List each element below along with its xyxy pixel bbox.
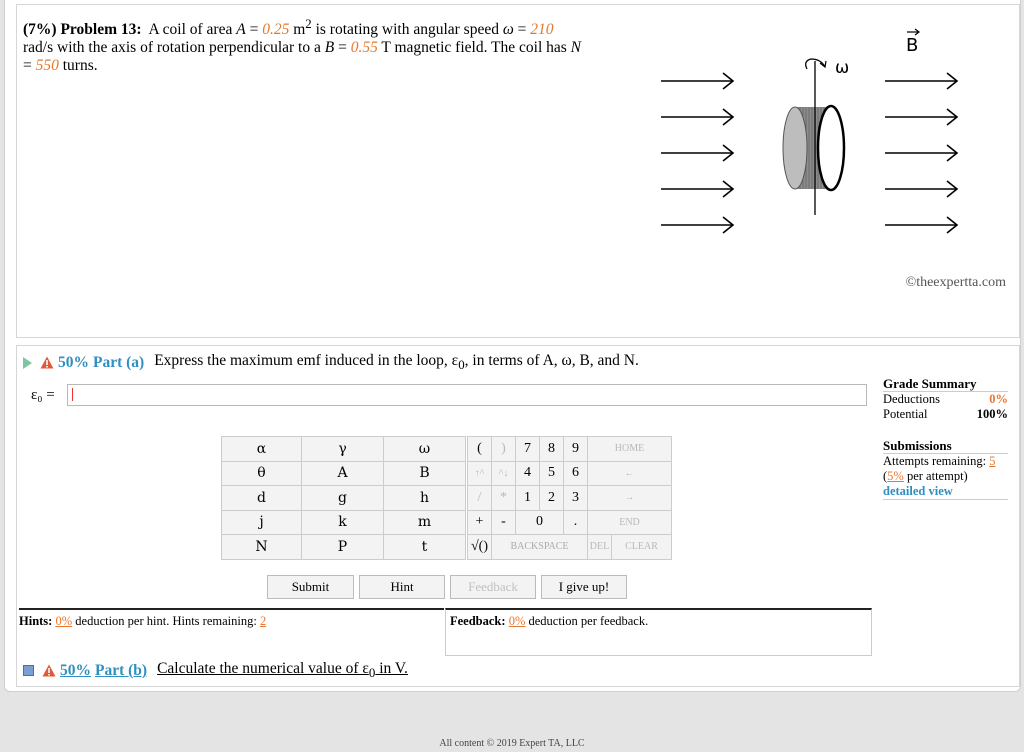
part-a-percent: 50%	[58, 353, 89, 371]
per-attempt-pct: 5%	[887, 469, 904, 483]
field-arrows-left	[661, 73, 733, 233]
var-a: A	[236, 21, 246, 39]
submit-button[interactable]: Submit	[267, 575, 354, 599]
feedback-button[interactable]: Feedback	[450, 575, 536, 599]
key-backspace[interactable]: BACKSPACE	[491, 534, 588, 560]
action-buttons	[267, 575, 627, 599]
potential-row	[883, 407, 1008, 422]
feedback-text: deduction per feedback.	[525, 614, 649, 628]
symbol-key[interactable]: A	[302, 462, 384, 487]
key-close-paren[interactable]: )	[491, 436, 516, 462]
part-a-text: Express the maximum emf induced in the loop, ε	[154, 352, 459, 369]
warning-icon	[40, 356, 54, 369]
eq-1: =	[245, 21, 263, 39]
grade-summary-title: Grade Summary	[883, 376, 1008, 392]
watermark: ©theexpertta.com	[905, 275, 1006, 290]
answer-row	[31, 384, 867, 406]
symbol-key[interactable]: t	[384, 535, 466, 560]
problem-text-3: rad/s with the axis of rotation perpendicular to a	[23, 39, 325, 57]
problem-text-2: is rotating with angular speed	[311, 21, 503, 39]
symbol-key[interactable]: ω	[384, 437, 466, 462]
give-up-button[interactable]: I give up!	[541, 575, 627, 599]
eq-3: =	[334, 39, 351, 57]
part-a-label: Part (a)	[93, 353, 145, 371]
key-clear[interactable]: CLEAR	[611, 534, 672, 560]
part-b-question	[157, 660, 408, 681]
calculator-keypad	[467, 436, 671, 559]
key-dot[interactable]: .	[563, 510, 588, 536]
hint-button[interactable]: Hint	[359, 575, 445, 599]
eq-2: =	[513, 21, 531, 39]
var-n: N	[570, 39, 582, 57]
b-field-label: B	[906, 35, 919, 56]
key-up[interactable]: ↑^	[467, 461, 492, 487]
symbol-key[interactable]: m	[384, 511, 466, 536]
key-home[interactable]: HOME	[587, 436, 672, 462]
key-4[interactable]: 4	[515, 461, 540, 487]
attempts-remaining	[883, 454, 1008, 469]
per-attempt-open: (	[883, 469, 888, 483]
area-value: 0.25	[262, 21, 290, 39]
symbol-key[interactable]: P	[302, 535, 384, 560]
per-attempt	[883, 469, 1008, 484]
key-2[interactable]: 2	[539, 485, 564, 511]
problem-text	[23, 15, 623, 75]
potential-label: Potential	[883, 407, 928, 421]
key-plus[interactable]: +	[467, 510, 492, 536]
expand-arrow-icon[interactable]	[23, 357, 32, 369]
deductions-label: Deductions	[883, 392, 940, 406]
key-divide[interactable]: /	[467, 485, 492, 511]
part-b-percent: 50%	[60, 661, 91, 679]
symbol-key[interactable]: B	[384, 462, 466, 487]
part-b-text: Calculate the numerical value of ε	[157, 660, 369, 677]
key-open-paren[interactable]: (	[467, 436, 492, 462]
feedback-pct: 0%	[508, 614, 526, 628]
hints-text: deduction per hint. Hints remaining:	[72, 614, 257, 628]
attempts-label: Attempts remaining:	[883, 454, 987, 468]
part-b-text-end: in V.	[375, 660, 408, 677]
hints-label: Hints:	[19, 614, 53, 628]
answer-input[interactable]	[67, 384, 867, 406]
hints-pct: 0%	[55, 614, 73, 628]
footer-copyright: All content © 2019 Expert TA, LLC	[439, 738, 585, 749]
per-attempt-text: per attempt)	[906, 469, 968, 483]
key-6[interactable]: 6	[563, 461, 588, 487]
coil-icon	[783, 59, 844, 215]
key-1[interactable]: 1	[515, 485, 540, 511]
key-sqrt[interactable]: √()	[467, 534, 492, 560]
key-0[interactable]: 0	[515, 510, 564, 536]
problem-text-1: A coil of area	[148, 21, 237, 39]
key-del[interactable]: DEL	[587, 534, 612, 560]
field-arrows-right	[885, 73, 957, 233]
deductions-value: 0%	[989, 392, 1008, 406]
key-minus[interactable]: -	[491, 510, 516, 536]
key-multiply[interactable]: *	[491, 485, 516, 511]
symbol-key[interactable]: θ	[222, 462, 302, 487]
grade-summary	[883, 376, 1008, 500]
symbol-key[interactable]: α	[222, 437, 302, 462]
part-a-header	[23, 352, 639, 373]
var-b: B	[324, 39, 335, 57]
submissions-title: Submissions	[883, 438, 1008, 454]
deductions-row	[883, 392, 1008, 407]
key-down[interactable]: ^↓	[491, 461, 516, 487]
part-a-question	[154, 352, 639, 373]
part-b-label: Part (b)	[95, 661, 148, 679]
b-value: 0.55	[350, 39, 378, 57]
symbol-key[interactable]: d	[222, 486, 302, 511]
key-3[interactable]: 3	[563, 485, 588, 511]
detailed-view-link[interactable]: detailed view	[883, 484, 1008, 500]
symbol-key[interactable]: k	[302, 511, 384, 536]
symbol-key[interactable]: h	[384, 486, 466, 511]
key-right-arrow[interactable]: →	[587, 485, 672, 511]
part-a-section	[16, 345, 1020, 687]
key-5[interactable]: 5	[539, 461, 564, 487]
answer-label: ε₀ =	[31, 386, 55, 403]
symbol-key[interactable]: γ	[302, 437, 384, 462]
key-left-arrow[interactable]: ←	[587, 461, 672, 487]
area-exp: 2	[305, 16, 312, 31]
hints-panel	[19, 608, 444, 656]
var-omega: ω	[502, 21, 514, 39]
key-9[interactable]: 9	[563, 436, 588, 462]
n-value: 550	[35, 57, 59, 75]
eq-4: =	[23, 57, 36, 75]
warning-icon	[42, 664, 56, 677]
problem-text-4: T magnetic field. The coil has	[377, 39, 571, 57]
problem-label: Problem 13:	[60, 21, 142, 39]
part-b-sub: 0	[368, 665, 376, 681]
potential-value: 100%	[976, 407, 1008, 421]
feedback-label: Feedback:	[450, 614, 506, 628]
problem-weight: (7%)	[23, 21, 57, 39]
feedback-panel	[445, 608, 872, 656]
part-b-header[interactable]	[23, 660, 408, 681]
omega-label: ω	[835, 58, 850, 78]
symbol-key[interactable]: g	[302, 486, 384, 511]
key-end[interactable]: END	[587, 510, 672, 536]
symbol-palette	[221, 436, 466, 560]
collapsed-icon[interactable]	[23, 665, 34, 676]
key-7[interactable]: 7	[515, 436, 540, 462]
problem-text-5: turns.	[58, 57, 98, 75]
area-unit: m	[289, 21, 306, 39]
hints-remaining: 2	[259, 614, 267, 628]
part-a-text-end: , in terms of A, ω, B, and N.	[464, 352, 639, 369]
coil-field-diagram	[649, 27, 1019, 247]
key-8[interactable]: 8	[539, 436, 564, 462]
main-panel	[4, 0, 1021, 692]
omega-value: 210	[530, 21, 554, 39]
symbol-key[interactable]: j	[222, 511, 302, 536]
symbol-key[interactable]: N	[222, 535, 302, 560]
problem-statement	[16, 4, 1020, 338]
part-a-sub: 0	[458, 357, 465, 373]
attempts-value: 5	[989, 454, 996, 468]
